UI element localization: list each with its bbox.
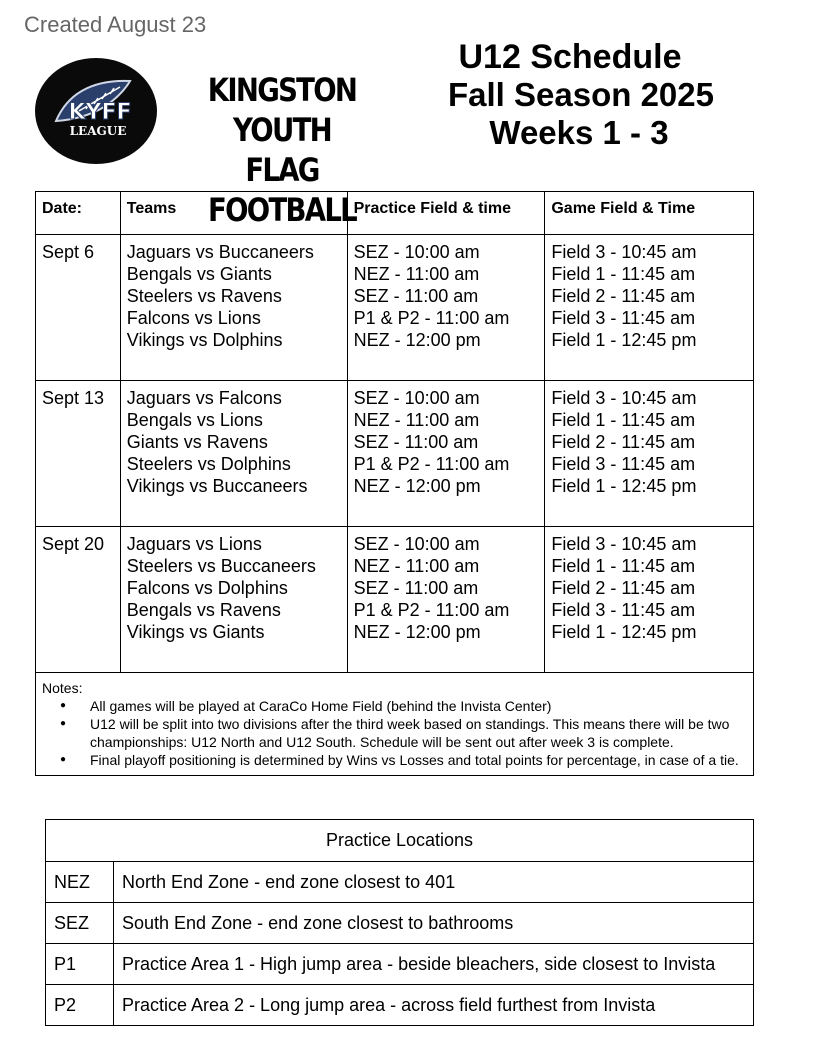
game-entry: Field 1 - 11:45 am — [551, 410, 696, 430]
location-code: NEZ — [46, 862, 114, 903]
locations-title: Practice Locations — [46, 820, 754, 862]
schedule-title — [440, 38, 722, 152]
practice-entry: SEZ - 10:00 am — [353, 534, 480, 554]
game-entry: Field 1 - 12:45 pm — [551, 622, 697, 642]
week-row — [36, 381, 754, 527]
week-practice — [347, 527, 545, 673]
teams-entry: Steelers vs Buccaneers — [126, 556, 316, 576]
week-game — [545, 381, 754, 527]
practice-entry: SEZ - 11:00 am — [353, 286, 479, 306]
practice-entry: SEZ - 11:00 am — [353, 432, 479, 452]
game-entry: Field 2 - 11:45 am — [551, 286, 696, 306]
note-item: ● All games will be played at CaraCo Home Field (behind the Invista Center) — [90, 697, 747, 715]
teams-entry: Bengals vs Lions — [126, 410, 263, 430]
game-entry: Field 3 - 10:45 am — [551, 388, 697, 408]
location-row — [46, 944, 754, 985]
teams-entry: Jaguars vs Buccaneers — [126, 242, 314, 262]
header-game: Game Field & Time — [545, 192, 754, 235]
teams-entry: Falcons vs Lions — [126, 308, 261, 328]
notes-row — [36, 673, 754, 776]
org-line-1: KINGSTON YOUTH — [207, 71, 357, 149]
header-teams: Teams — [120, 192, 347, 235]
location-row — [46, 903, 754, 944]
game-entry: Field 3 - 10:45 am — [551, 242, 697, 262]
teams-entry: Steelers vs Dolphins — [126, 454, 291, 474]
week-teams — [120, 235, 347, 381]
location-row — [46, 985, 754, 1026]
schedule-header-row — [36, 192, 754, 235]
practice-entry: P1 & P2 - 11:00 am — [353, 308, 510, 328]
teams-entry: Falcons vs Dolphins — [126, 578, 288, 598]
week-practice — [347, 235, 545, 381]
game-entry: Field 2 - 11:45 am — [551, 432, 696, 452]
teams-entry: Steelers vs Ravens — [126, 286, 282, 306]
teams-entry: Vikings vs Giants — [126, 622, 265, 642]
practice-entry: NEZ - 11:00 am — [353, 264, 480, 284]
teams-entry: Giants vs Ravens — [126, 432, 268, 452]
week-date: Sept 13 — [36, 381, 121, 527]
header-date: Date: — [36, 192, 121, 235]
practice-entry: NEZ - 12:00 pm — [353, 476, 481, 496]
teams-entry: Jaguars vs Falcons — [126, 388, 282, 408]
location-code: P1 — [46, 944, 114, 985]
title-line-1: U12 Schedule — [458, 38, 682, 76]
game-entry: Field 1 - 12:45 pm — [551, 330, 697, 350]
practice-entry: SEZ - 11:00 am — [353, 578, 479, 598]
location-desc: Practice Area 2 - Long jump area - across field furthest from Invista — [114, 985, 754, 1026]
game-entry: Field 3 - 11:45 am — [551, 308, 696, 328]
week-row — [36, 527, 754, 673]
game-entry: Field 3 - 11:45 am — [551, 454, 696, 474]
title-line-2: Fall Season 2025 — [448, 76, 714, 113]
location-row — [46, 862, 754, 903]
week-row — [36, 235, 754, 381]
practice-entry: SEZ - 10:00 am — [353, 388, 480, 408]
week-game — [545, 235, 754, 381]
created-date: Created August 23 — [24, 12, 207, 37]
game-entry: Field 1 - 12:45 pm — [551, 476, 697, 496]
teams-entry: Vikings vs Dolphins — [126, 330, 283, 350]
teams-entry: Bengals vs Giants — [126, 264, 272, 284]
week-game — [545, 527, 754, 673]
note-item: ● U12 will be split into two divisions after the third week based on standings. This means there will be two championships: U12 North and U12 South. Schedule will be sent out after week 3 is complete. — [90, 715, 747, 751]
notes-list — [42, 697, 747, 769]
week-practice — [347, 381, 545, 527]
practice-entry: P1 & P2 - 11:00 am — [353, 454, 510, 474]
kyff-logo — [34, 57, 158, 165]
location-code: SEZ — [46, 903, 114, 944]
practice-entry: NEZ - 12:00 pm — [353, 622, 481, 642]
header-practice: Practice Field & time — [347, 192, 545, 235]
location-code: P2 — [46, 985, 114, 1026]
teams-entry: Vikings vs Buccaneers — [126, 476, 308, 496]
title-line-3: Weeks 1 - 3 — [489, 114, 669, 151]
practice-entry: P1 & P2 - 11:00 am — [353, 600, 510, 620]
game-entry: Field 2 - 11:45 am — [551, 578, 696, 598]
week-teams — [120, 527, 347, 673]
location-desc: Practice Area 1 - High jump area - beside bleachers, side closest to Invista — [114, 944, 754, 985]
location-desc: North End Zone - end zone closest to 401 — [114, 862, 754, 903]
logo-text-kyff: KYFF — [68, 100, 132, 125]
game-entry: Field 1 - 11:45 am — [551, 264, 696, 284]
week-date: Sept 20 — [36, 527, 121, 673]
practice-entry: NEZ - 11:00 am — [353, 556, 480, 576]
practice-entry: NEZ - 11:00 am — [353, 410, 480, 430]
note-item: ● Final playoff positioning is determined by Wins vs Losses and total points for percentage, in case of a tie. — [90, 751, 747, 769]
game-entry: Field 3 - 10:45 am — [551, 534, 697, 554]
game-entry: Field 1 - 11:45 am — [551, 556, 696, 576]
teams-entry: Jaguars vs Lions — [126, 534, 262, 554]
week-date: Sept 6 — [36, 235, 121, 381]
location-desc: South End Zone - end zone closest to bathrooms — [114, 903, 754, 944]
practice-entry: NEZ - 12:00 pm — [353, 330, 481, 350]
teams-entry: Bengals vs Ravens — [126, 600, 281, 620]
org-line-2: FLAG FOOTBALL — [208, 151, 356, 229]
practice-locations-table — [45, 819, 754, 1026]
week-teams — [120, 381, 347, 527]
notes — [36, 673, 754, 776]
logo-text-league: LEAGUE — [69, 124, 127, 138]
practice-entry: SEZ - 10:00 am — [353, 242, 480, 262]
schedule-table — [35, 191, 754, 776]
game-entry: Field 3 - 11:45 am — [551, 600, 696, 620]
notes-label: Notes: — [42, 680, 83, 696]
